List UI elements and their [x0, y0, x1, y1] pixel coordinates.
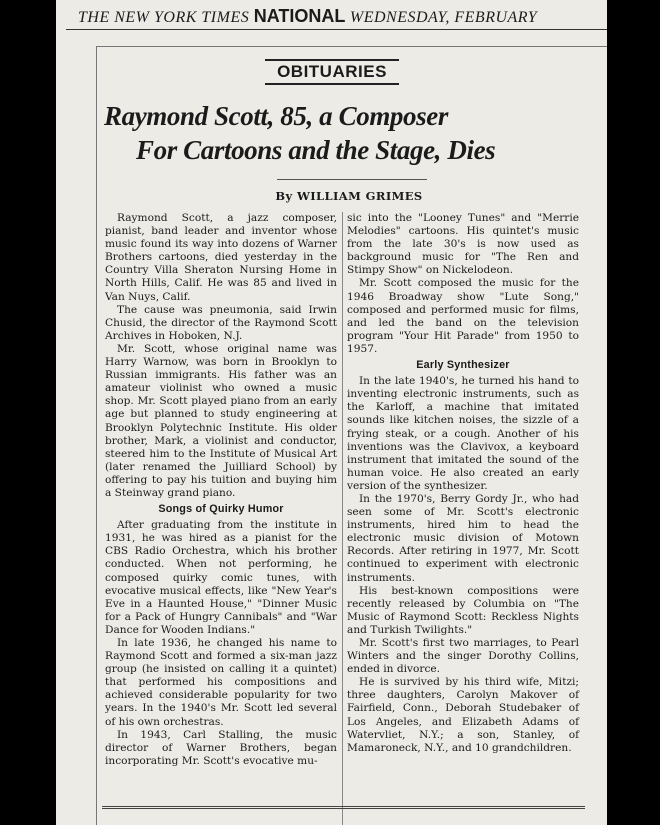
paragraph: In late 1936, he changed his name to Raymond Scott and formed a six-man jazz group (he insisted on calling it a quintet) that performed his compositions and achieved considerable popularity for two years. In the 1940's Mr. Scott led several of his own orchestras. [105, 637, 337, 728]
issue-date: WEDNESDAY, FEBRUARY [349, 9, 538, 26]
section-label [97, 59, 607, 85]
column-divider [342, 212, 343, 825]
headline-line-1: Raymond Scott, 85, a Composer [104, 101, 448, 131]
subheading: Songs of Quirky Humor [158, 503, 284, 516]
section-title: OBITUARIES [265, 59, 399, 85]
edition-label: NATIONAL [253, 6, 346, 26]
paragraph: Raymond Scott, a jazz composer, pianist, band leader and inventor whose music found its way into dozens of Warner Brothers cartoons, died yesterday in the Country Villa Sheraton Nursing Home in North Hills, Calif. He was 85 and lived in Van Nuys, Calif. [105, 212, 337, 303]
article-column-right [347, 212, 579, 755]
paragraph: Mr. Scott's first two marriages, to Pearl Winters and the singer Dorothy Collins, ended in divorce. [347, 637, 579, 676]
paragraph: His best-known compositions were recently released by Columbia on "The Music of Raymond Scott: Reckless Nights and Turkish Twilights." [347, 584, 579, 636]
paragraph: In the late 1940's, he turned his hand to inventing electronic instruments, such as the Karloff, a machine that imitated sounds like kitchen noises, the sizzle of a frying steak, or a cough. Another of his inventions was the Clavivox, a keyboard instrument that imitated the sound of the human voice. He also created an early version of the synthesizer. [347, 375, 579, 492]
paragraph: Mr. Scott, whose original name was Harry Warnow, was born in Brooklyn to Russian immigrants. His father was an amateur violinist who owned a music shop. Mr. Scott played piano from an early age but planned to study engineering at Brooklyn Polytechnic Institute. His older brother, Mark, a violinist and conductor, steered him to the Institute of Musical Art (later renamed the Juilliard School) by offering to pay his tuition and buying him a Steinway grand piano. [105, 342, 337, 499]
paragraph: sic into the "Looney Tunes" and "Merrie Melodies" cartoons. His quintet's music from the late 30's is now used as background music for "The Ren and Stimpy Show" on Nickelodeon. [347, 212, 579, 277]
masthead [78, 6, 607, 27]
byline: By WILLIAM GRIMES [275, 189, 423, 203]
article-frame [96, 46, 607, 825]
paragraph: In the 1970's, Berry Gordy Jr., who had seen some of Mr. Scott's electronic instruments, hired him to head the electronic music division of Motown Records. After retiring in 1977, Mr. Scott continued to experiment with electronic instruments. [347, 492, 579, 584]
newspaper-clipping [56, 0, 607, 825]
headline-rule [277, 179, 427, 180]
paragraph: After graduating from the institute in 1931, he was hired as a pianist for the CBS Radio Orchestra, which his brother conducted. When not performing, he composed quirky comic tunes, with evocative musical effects, like "New Year's Eve in a Haunted House," "Dinner Music for a Pack of Hungry Cannibals" and "War Dance for Wooden Indians." [105, 519, 337, 636]
paragraph: In 1943, Carl Stalling, the music director of Warner Brothers, began incorporating Mr. Scott's evocative mu- [105, 728, 337, 767]
paragraph: Mr. Scott composed the music for the 1946 Broadway show "Lute Song," composed and performed music for films, and led the band on the television program "Your Hit Parade" from 1950 to 1957. [347, 277, 579, 355]
publication-name: THE NEW YORK TIMES [78, 9, 250, 26]
bottom-rule [102, 806, 585, 809]
headline-line-2: For Cartoons and the Stage, Dies [136, 135, 496, 165]
article-column-left [105, 212, 337, 768]
masthead-rule [66, 29, 607, 30]
paragraph: The cause was pneumonia, said Irwin Chusid, the director of the Raymond Scott Archives in Hoboken, N.J. [105, 303, 337, 342]
subheading: Early Synthesizer [416, 359, 510, 372]
paragraph: He is survived by his third wife, Mitzi; three daughters, Carolyn Makover of Fairfield, Conn., Deborah Studebaker of Los Angeles, and Elizabeth Adams of Watervliet, N.Y.; a son, Stanley, of Mamaroneck, N.Y., and 10 grandchildren. [347, 676, 579, 754]
